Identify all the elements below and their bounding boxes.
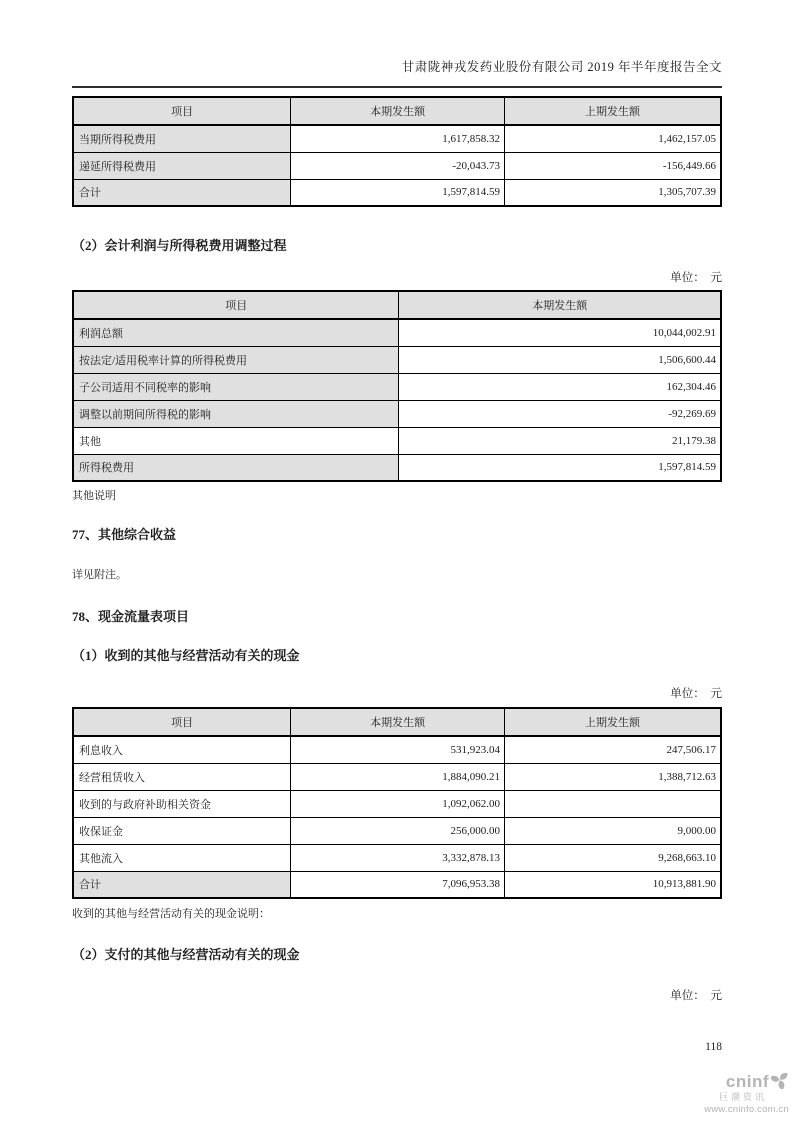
- table-row: [73, 844, 721, 871]
- income-tax-table: [72, 96, 722, 207]
- table-header-row: [73, 291, 721, 319]
- prior-period-value: 9,000.00: [505, 817, 721, 844]
- section-title-adjustment-process: （2）会计利润与所得税费用调整过程: [72, 238, 287, 253]
- table-row: [73, 736, 721, 763]
- table-row-total: [73, 179, 721, 206]
- unit-label: 单位： 元: [670, 688, 722, 700]
- cninfo-pinwheel-icon: [769, 1071, 789, 1094]
- current-period-value: 1,506,600.44: [399, 346, 721, 373]
- current-period-value: 7,096,953.38: [291, 871, 505, 898]
- current-period-value: 1,597,814.59: [399, 454, 721, 481]
- row-label: 当期所得税费用: [73, 125, 291, 152]
- column-header-current-period: 本期发生额: [291, 708, 505, 736]
- table-row: [73, 427, 721, 454]
- row-label: 经营租赁收入: [73, 763, 291, 790]
- current-period-value: 10,044,002.91: [399, 319, 721, 346]
- current-period-value: -20,043.73: [291, 152, 505, 179]
- column-header-item: 项目: [73, 97, 291, 125]
- cash-received-note: 收到的其他与经营活动有关的现金说明：: [72, 908, 270, 920]
- row-label: 收到的与政府补助相关资金: [73, 790, 291, 817]
- table-row: [73, 817, 721, 844]
- table-row: [73, 319, 721, 346]
- row-label: 合计: [73, 871, 291, 898]
- cash-received-table: [72, 707, 722, 899]
- current-period-value: 1,597,814.59: [291, 179, 505, 206]
- prior-period-value: 1,305,707.39: [505, 179, 721, 206]
- current-period-value: 531,923.04: [291, 736, 505, 763]
- section-title-78-1: （1）收到的其他与经营活动有关的现金: [72, 648, 300, 663]
- row-label: 利润总额: [73, 319, 399, 346]
- prior-period-value: 1,462,157.05: [505, 125, 721, 152]
- table-row: [73, 373, 721, 400]
- row-label: 合计: [73, 179, 291, 206]
- current-period-value: 256,000.00: [291, 817, 505, 844]
- row-label: 所得税费用: [73, 454, 399, 481]
- table-header-row: [73, 97, 721, 125]
- row-label: 其他流入: [73, 844, 291, 871]
- prior-period-value: 10,913,881.90: [505, 871, 721, 898]
- prior-period-value: 9,268,663.10: [505, 844, 721, 871]
- row-label: 子公司适用不同税率的影响: [73, 373, 399, 400]
- tax-adjustment-table: [72, 290, 722, 482]
- section-title-78: 78、现金流量表项目: [72, 609, 190, 624]
- cninfo-url: www.cninfo.com.cn: [704, 1103, 789, 1115]
- column-header-current-period: 本期发生额: [399, 291, 721, 319]
- current-period-value: 1,617,858.32: [291, 125, 505, 152]
- table-row: [73, 125, 721, 152]
- table-row-total: [73, 871, 721, 898]
- current-period-value: 1,884,090.21: [291, 763, 505, 790]
- report-header-title: 甘肃陇神戎发药业股份有限公司 2019 年半年度报告全文: [72, 0, 722, 88]
- row-label: 调整以前期间所得税的影响: [73, 400, 399, 427]
- current-period-value: 3,332,878.13: [291, 844, 505, 871]
- column-header-current-period: 本期发生额: [291, 97, 505, 125]
- cninfo-logo: [704, 1071, 789, 1115]
- table-row: [73, 152, 721, 179]
- table-row: [73, 790, 721, 817]
- prior-period-value: 1,388,712.63: [505, 763, 721, 790]
- section-title-77: 77、其他综合收益: [72, 527, 177, 542]
- prior-period-value: 247,506.17: [505, 736, 721, 763]
- row-label: 收保证金: [73, 817, 291, 844]
- other-note-label: 其他说明: [72, 490, 116, 502]
- prior-period-value: [505, 790, 721, 817]
- current-period-value: 21,179.38: [399, 427, 721, 454]
- current-period-value: 162,304.46: [399, 373, 721, 400]
- section-77-body: 详见附注。: [72, 569, 127, 581]
- column-header-prior-period: 上期发生额: [505, 97, 721, 125]
- column-header-item: 项目: [73, 708, 291, 736]
- unit-label: 单位： 元: [670, 990, 722, 1002]
- table-header-row: [73, 708, 721, 736]
- table-row: [73, 346, 721, 373]
- current-period-value: 1,092,062.00: [291, 790, 505, 817]
- section-title-78-2: （2）支付的其他与经营活动有关的现金: [72, 947, 300, 962]
- row-label: 递延所得税费用: [73, 152, 291, 179]
- table-row-total: [73, 454, 721, 481]
- table-row: [73, 400, 721, 427]
- current-period-value: -92,269.69: [399, 400, 721, 427]
- row-label: 其他: [73, 427, 399, 454]
- cninfo-brand-text: cninf: [725, 1071, 769, 1091]
- column-header-item: 项目: [73, 291, 399, 319]
- prior-period-value: -156,449.66: [505, 152, 721, 179]
- row-label: 利息收入: [73, 736, 291, 763]
- page-number: 118: [705, 1041, 722, 1053]
- row-label: 按法定/适用税率计算的所得税费用: [73, 346, 399, 373]
- cninfo-subtitle: 巨潮资讯: [718, 1091, 767, 1102]
- column-header-prior-period: 上期发生额: [505, 708, 721, 736]
- table-row: [73, 763, 721, 790]
- unit-label: 单位： 元: [670, 272, 722, 284]
